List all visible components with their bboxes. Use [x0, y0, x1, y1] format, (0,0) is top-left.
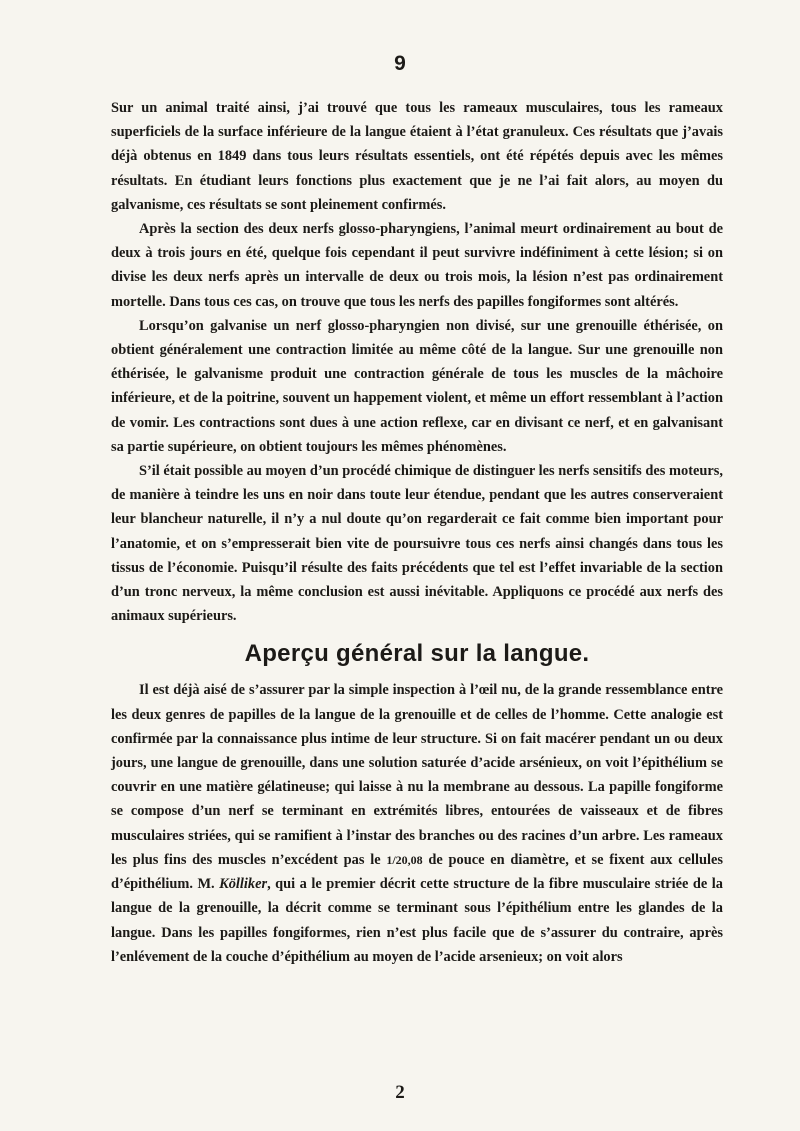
paragraph-4: S’il était possible au moyen d’un procédé chimique de distinguer les nerfs sensitifs des moteurs, de manière à teindre les uns en noir dans toute leur étendue, pendant que les autres conserveraient leur blancheur naturelle, il n’y a nul doute qu’on regarderait ce fait comme bien important pour l’anatomie, et on s’empresserait bien vite de poursuivre tous ces nerfs ainsi changés dans tous les tissus de l’économie. Puisqu’il résulte des faits précédents que tel est l’effet invariable de la section d’un tronc nerveux, la même conclusion est aussi inévitable. Appliquons ce procédé aux nerfs des animaux supérieurs.	[111, 463, 723, 625]
section-paragraph	[111, 678, 723, 968]
paragraph-3: Lorsqu’on galvanise un nerf glosso-pharyngien non divisé, sur une grenouille éthérisée, on obtient généralement une contraction limitée au même côté de la langue. Sur une grenouille non éthérisée, le galvanisme produit une contraction générale de tous les muscles de la mâchoire inférieure, et de la poitrine, souvent un happement violent, et même un effort ressemblant à l’action de vomir. Les contractions sont dues à une action reflexe, car en divisant ce nerf, et en galvanisant sa partie supérieure, on obtient toujours les mêmes phénomènes.	[111, 317, 723, 455]
section-text-part-1: Il est déjà aisé de s’assurer par la simple inspection à l’œil nu, de la grande ressemblance entre les deux genres de papilles de la langue de la grenouille et de celles de l’homme. Cette analogie est confirmée par la connaissance plus intime de leur structure. Si on fait macérer pendant un ou deux jours, une langue de grenouille, dans une solution saturée d’acide arsénieux, on voit l’épithélium se couvrir en une matière gélatineuse; qui laisse à nu la membrane au dessous. La papille fongiforme se compose d’un nerf se terminant en extrémités libres, entourées de vaisseaux et de fibres musculaires striées, qui se ramifient à l’instar des branches ou des racines d’un arbre. Les rameaux les plus fins des muscles n’excédent pas le	[111, 682, 723, 868]
section-heading: Aperçu général sur la langue.	[244, 640, 590, 668]
section-text-part-3: , qui a le premier décrit cette structure de la fibre musculaire striée de la langue de la grenouille, la décrit comme se terminant sous l’épithélium entre les glandes de la langue. Dans les papilles fongiformes, rien n’est plus facile que de s’assurer du contraire, après l’enlévement de la couche d’épithélium au moyen de l’acide arsenieux; on voit alors	[111, 876, 724, 965]
author-name: Kölliker	[219, 876, 268, 893]
page-body	[111, 96, 723, 969]
fraction-value: 1/20,08	[386, 852, 423, 867]
paragraph-2: Après la section des deux nerfs glosso-pharyngiens, l’animal meurt ordinairement au bout de deux à trois jours en été, quelque fois cependant il peut survivre indéfiniment à cette lésion; si on divise les deux nerfs après un intervalle de deux ou trois mois, la lésion n’est pas ordinairement mortelle. Dans tous ces cas, on trouve que tous les nerfs des papilles fongiformes sont altérés.	[111, 221, 723, 310]
signature-mark: 2	[395, 1082, 405, 1103]
paragraph-1: Sur un animal traité ainsi, j’ai trouvé que tous les rameaux musculaires, tous les rameaux superficiels de la surface inférieure de la langue étaient à l’état granuleux. Ces résultats que j’avais déjà obtenus en 1849 dans tous leurs résultats essentiels, ont été répétés depuis avec les mêmes résultats. En étudiant leurs fonctions plus exactement que je ne l’ai fait alors, au moyen du galvanisme, ces résultats se sont pleinement confirmés.	[111, 100, 723, 213]
section-text-part-2: de pouce en diamètre, et se fixent aux cellules d’épithélium. M.	[111, 851, 723, 893]
page-number: 9	[394, 52, 406, 75]
